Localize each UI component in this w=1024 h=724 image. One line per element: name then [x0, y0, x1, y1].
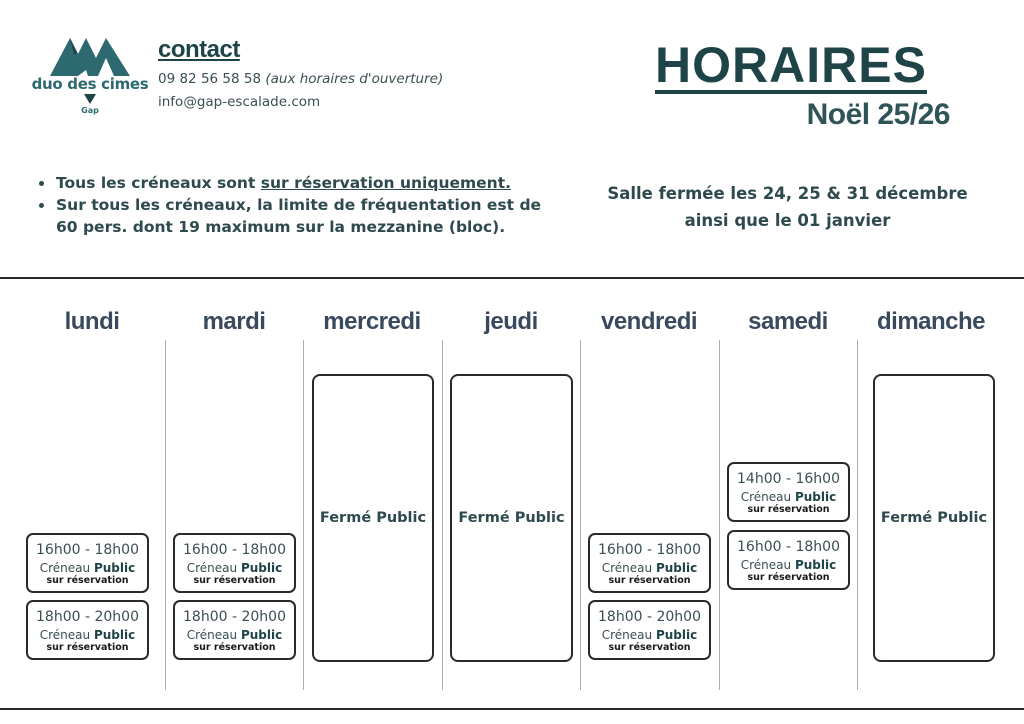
column-divider: [442, 340, 443, 690]
page-subtitle: Noël 25/26: [806, 98, 950, 131]
slot-vendredi-1618[interactable]: [588, 533, 711, 593]
slot-time: 18h00 - 20h00: [598, 609, 701, 625]
triangle-marker-icon: [84, 94, 96, 104]
day-label-lundi: lundi: [64, 308, 120, 335]
closed-label: Fermé Public: [319, 510, 427, 526]
slot-reservation: sur réservation: [46, 575, 129, 586]
column-divider: [580, 340, 581, 690]
slot-mardi-1618[interactable]: [173, 533, 296, 593]
slot-samedi-1416[interactable]: [727, 462, 850, 522]
rules-list: [36, 172, 556, 238]
rule-item: Sur tous les créneaux, la limite de fréquentation est de 60 pers. dont 19 maximum sur la mezzanine (bloc).: [36, 194, 556, 238]
slot-time: 16h00 - 18h00: [737, 539, 840, 555]
slot-time: 16h00 - 18h00: [183, 542, 286, 558]
rule-item: [36, 172, 556, 194]
contact-phone[interactable]: 09 82 56 58 58: [158, 71, 262, 87]
slot-lundi-1820[interactable]: [26, 600, 149, 660]
slot-lundi-1618[interactable]: [26, 533, 149, 593]
page-title: HORAIRES: [655, 37, 927, 93]
rule-text: Tous les créneaux sont: [56, 174, 261, 192]
contact-phone-line: [158, 71, 443, 87]
closed-mercredi: [312, 374, 434, 662]
contact-phone-note: (aux horaires d'ouverture): [265, 71, 444, 87]
slot-type: Créneau Public: [601, 628, 698, 642]
slot-time: 18h00 - 20h00: [183, 609, 286, 625]
day-label-dimanche: dimanche: [876, 308, 986, 335]
slot-vendredi-1820[interactable]: [588, 600, 711, 660]
day-label-vendredi: vendredi: [600, 308, 698, 335]
slot-samedi-1618[interactable]: [727, 530, 850, 590]
column-divider: [303, 340, 304, 690]
logo-brand: duo des cimes: [31, 75, 149, 93]
column-divider: [719, 340, 720, 690]
day-label-mercredi: mercredi: [323, 308, 421, 335]
slot-reservation: sur réservation: [747, 504, 830, 515]
closed-dimanche: [873, 374, 995, 662]
slot-mardi-1820[interactable]: [173, 600, 296, 660]
logo-city: Gap: [81, 106, 99, 115]
closed-jeudi: [450, 374, 573, 662]
closure-note-line-2: ainsi que le 01 janvier: [684, 211, 891, 230]
slot-type: Créneau Public: [740, 490, 837, 504]
slot-type: Créneau Public: [186, 628, 283, 642]
column-divider: [165, 340, 166, 690]
contact-title: contact: [158, 36, 240, 63]
divider-top: [0, 277, 1024, 279]
slot-reservation: sur réservation: [193, 575, 276, 586]
slot-time: 18h00 - 20h00: [36, 609, 139, 625]
slot-reservation: sur réservation: [608, 642, 691, 653]
rule-underlined-text: sur réservation uniquement.: [260, 174, 511, 192]
mountain-peaks-icon: [48, 34, 132, 76]
closed-label: Fermé Public: [880, 510, 988, 526]
day-label-samedi: samedi: [748, 308, 828, 335]
day-label-jeudi: jeudi: [484, 308, 538, 335]
divider-bottom: [0, 708, 1024, 710]
slot-reservation: sur réservation: [193, 642, 276, 653]
slot-time: 16h00 - 18h00: [36, 542, 139, 558]
closure-note-line-1: Salle fermée les 24, 25 & 31 décembre: [607, 184, 968, 203]
slot-time: 14h00 - 16h00: [737, 471, 840, 487]
closure-note: [590, 180, 985, 234]
slot-type: Créneau Public: [740, 558, 837, 572]
closed-label: Fermé Public: [458, 510, 565, 526]
slot-reservation: sur réservation: [747, 572, 830, 583]
slot-type: Créneau Public: [39, 561, 136, 575]
slot-type: Créneau Public: [39, 628, 136, 642]
day-label-mardi: mardi: [202, 308, 266, 335]
slot-type: Créneau Public: [186, 561, 283, 575]
slot-time: 16h00 - 18h00: [598, 542, 701, 558]
column-divider: [857, 340, 858, 690]
slot-reservation: sur réservation: [608, 575, 691, 586]
slot-reservation: sur réservation: [46, 642, 129, 653]
logo: [30, 34, 150, 120]
slot-type: Créneau Public: [601, 561, 698, 575]
contact-email[interactable]: info@gap-escalade.com: [158, 94, 321, 110]
